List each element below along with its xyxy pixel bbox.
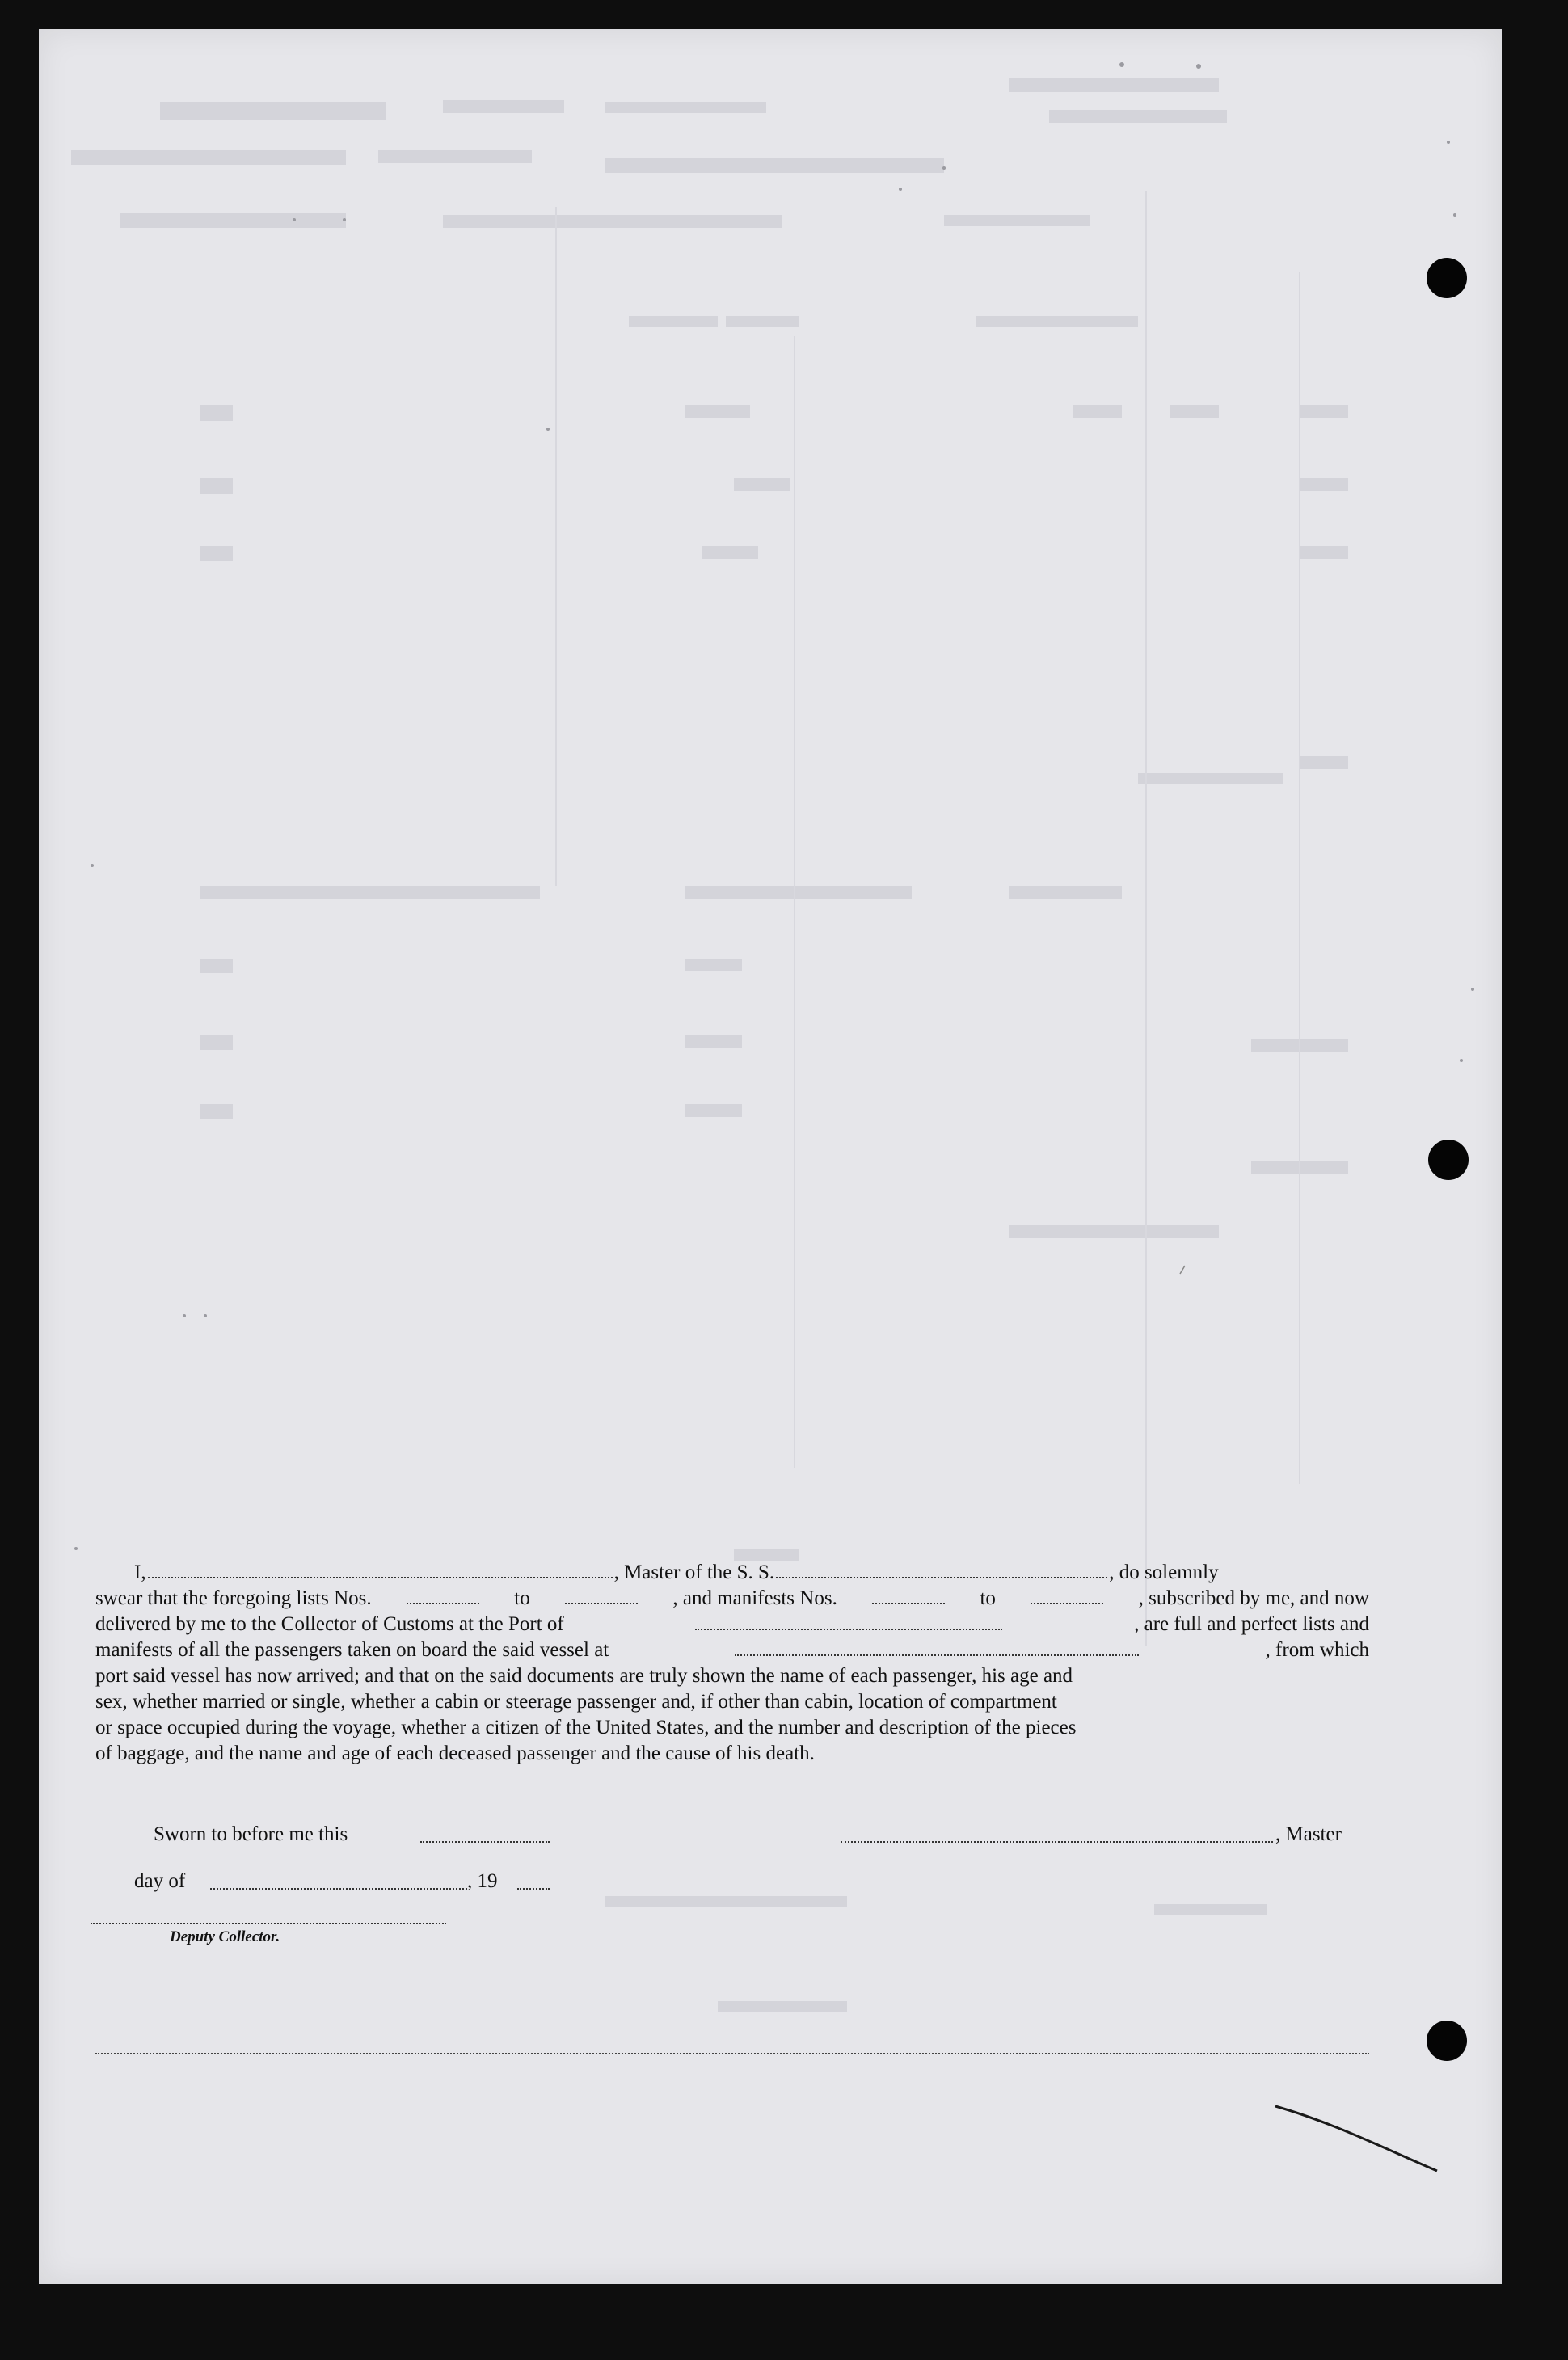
day-of-label: day of <box>134 1870 186 1892</box>
deputy-collector-caption: Deputy Collector. <box>170 1928 280 1945</box>
year-blank <box>517 1873 550 1890</box>
oath-text: manifests of all the passengers taken on board the said vessel at <box>95 1639 609 1661</box>
oath-text: , are full and perfect lists and <box>1134 1613 1369 1635</box>
oath-text: port said vessel has now arrived; and that on the said documents are truly shown the name of each passenger, his age and <box>95 1665 1073 1687</box>
signature-block <box>95 1818 1369 1980</box>
oath-line-1 <box>95 1561 1369 1587</box>
deputy-signature-line <box>91 1923 446 1924</box>
lists-to-blank <box>565 1588 638 1604</box>
sworn-date-blank <box>420 1827 550 1843</box>
oath-paragraph <box>95 1561 1369 1768</box>
oath-text: , subscribed by me, and now <box>1138 1587 1369 1609</box>
embarkation-port-blank <box>735 1640 1139 1656</box>
oath-text: swear that the foregoing lists Nos. <box>95 1587 372 1609</box>
master-label: , Master <box>1275 1823 1342 1845</box>
oath-text: , and manifests Nos. <box>672 1587 837 1609</box>
oath-text: to <box>514 1587 530 1609</box>
oath-text: , from which <box>1265 1639 1369 1661</box>
oath-text: of baggage, and the name and age of each deceased passenger and the cause of his death. <box>95 1743 815 1764</box>
oath-line-5 <box>95 1665 1369 1691</box>
bottom-divider <box>95 2053 1369 2054</box>
month-blank <box>210 1873 467 1890</box>
oath-text: sex, whether married or single, whether a cabin or steerage passenger and, if other than cabin, location of compartment <box>95 1691 1057 1713</box>
oath-line-7 <box>95 1717 1369 1743</box>
oath-text: , do solemnly <box>1109 1561 1219 1583</box>
sworn-label: Sworn to before me this <box>154 1823 348 1845</box>
punch-hole-top <box>1427 258 1467 298</box>
oath-text: I, <box>134 1561 146 1583</box>
oath-line-8 <box>95 1743 1369 1768</box>
oath-line-2 <box>95 1587 1369 1613</box>
master-name-blank <box>148 1562 613 1578</box>
oath-text: delivered by me to the Collector of Customs at the Port of <box>95 1613 564 1635</box>
oath-line-3 <box>95 1613 1369 1639</box>
manifests-from-blank <box>872 1588 945 1604</box>
oath-line-6 <box>95 1691 1369 1717</box>
oath-text: or space occupied during the voyage, whether a citizen of the United States, and the number and description of the pieces <box>95 1717 1077 1738</box>
oath-line-4 <box>95 1639 1369 1665</box>
lists-from-blank <box>407 1588 479 1604</box>
punch-hole-middle <box>1428 1140 1469 1180</box>
port-blank <box>695 1614 1002 1630</box>
ship-name-blank <box>776 1562 1107 1578</box>
oath-text: , Master of the S. S. <box>613 1561 775 1583</box>
oath-text: to <box>980 1587 996 1609</box>
punch-hole-bottom <box>1427 2021 1467 2061</box>
year-prefix: , 19 <box>467 1870 498 1892</box>
manifests-to-blank <box>1031 1588 1103 1604</box>
master-signature-blank <box>841 1827 1273 1843</box>
